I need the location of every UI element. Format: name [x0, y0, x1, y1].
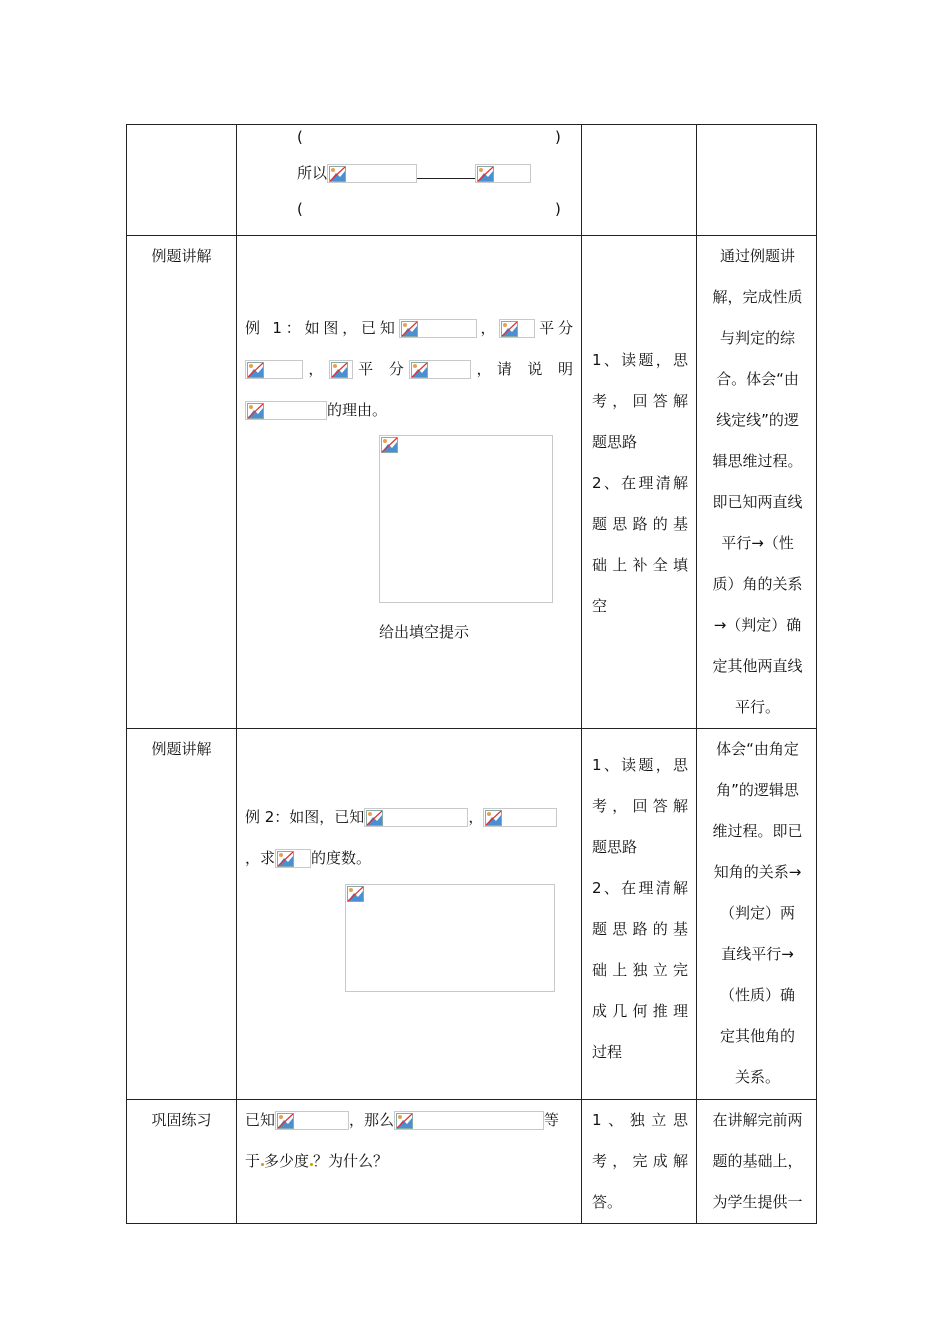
broken-image-icon	[501, 321, 518, 337]
table-row	[127, 125, 817, 236]
broken-image-icon	[401, 321, 418, 337]
broken-image-icon	[366, 810, 383, 826]
text-line: 2、在理清解	[592, 474, 688, 492]
broken-image-icon	[277, 851, 294, 867]
formula-image	[329, 360, 353, 379]
text-line: 即已知两直线	[712, 493, 803, 511]
qiu-text: ，求	[245, 849, 276, 867]
figure-image	[379, 435, 553, 603]
example-1-text	[245, 308, 573, 431]
content-cell	[237, 1100, 582, 1224]
text-line: （判定）两	[719, 904, 795, 922]
design-intent-text	[697, 729, 816, 1098]
section-cell	[127, 236, 237, 729]
text-line: 考，回答解	[592, 392, 688, 410]
formula-image	[475, 164, 531, 183]
duoshaodu-text: 多少度	[264, 1152, 310, 1170]
student-activity-text	[582, 729, 696, 1073]
formula-image	[499, 319, 535, 338]
formula-image	[245, 360, 303, 379]
table-row	[127, 236, 817, 729]
broken-image-icon	[411, 362, 428, 378]
text-line: 题思路	[592, 433, 638, 451]
broken-image-icon	[485, 810, 502, 826]
pingfen-text: 平 分	[352, 360, 410, 378]
text-line: 质）角的关系	[712, 575, 803, 593]
design-intent-text	[697, 1100, 816, 1223]
text-line: 定其他两直线	[712, 657, 803, 675]
example-2-prefix: 例 2：如图，已知	[245, 808, 365, 826]
content-cell	[237, 125, 582, 236]
text-line: 合。体会“由	[716, 370, 799, 388]
yu-text: 于	[245, 1152, 261, 1170]
section-label: 例题讲解	[151, 247, 212, 265]
design-intent-cell	[697, 125, 817, 236]
broken-image-icon	[331, 362, 348, 378]
text-line: 线定线”的逻	[716, 411, 799, 429]
design-intent-cell	[697, 1100, 817, 1224]
text-line: 直线平行→	[721, 945, 794, 963]
comma: ，	[468, 808, 484, 826]
text-line: 考，完成解	[592, 1152, 688, 1170]
text-line: 题思路的基	[592, 920, 688, 938]
formula-image	[399, 319, 477, 338]
text-line: 平行→（性	[721, 534, 794, 552]
comma: ，	[303, 360, 329, 378]
comma: ，	[471, 360, 497, 378]
design-intent-cell	[697, 236, 817, 729]
weishenme-text: ？为什么？	[313, 1152, 389, 1170]
paren-close: )	[555, 128, 561, 146]
formula-image	[245, 401, 327, 420]
text-line: 通过例题讲	[719, 247, 795, 265]
formula-image	[483, 808, 557, 827]
deng-text: 等	[544, 1111, 560, 1129]
dushu-text: 的度数。	[311, 849, 372, 867]
text-line: 1、读题，思	[592, 351, 688, 369]
student-activity-text	[582, 1100, 696, 1223]
text-line: 体会“由角定	[716, 740, 799, 758]
formula-image	[394, 1111, 544, 1130]
text-line: 辑思维过程。	[712, 452, 803, 470]
text-line: 成几何推理	[592, 1002, 688, 1020]
blank-line	[417, 168, 475, 179]
text-line: 维过程。即已	[712, 822, 803, 840]
broken-image-icon	[347, 886, 364, 902]
text-line: 答。	[592, 1193, 623, 1211]
content-cell	[237, 236, 582, 729]
content-cell	[237, 729, 582, 1100]
paren-open: (	[297, 128, 303, 146]
formula-image	[275, 1111, 349, 1130]
figure-image	[345, 884, 555, 992]
text-line: 1、读题，思	[592, 756, 688, 774]
text-line: 础上独立完	[592, 961, 688, 979]
student-activity-cell	[582, 125, 697, 236]
paren-close: )	[555, 200, 561, 218]
text-line: 题思路	[592, 838, 638, 856]
namo-text: ，那么	[349, 1111, 395, 1129]
text-line: →（判定）确	[713, 616, 802, 634]
text-line: 角”的逻辑思	[716, 781, 799, 799]
formula-image	[327, 164, 417, 183]
design-intent-text	[697, 236, 816, 728]
text-line: 关系。	[734, 1068, 780, 1086]
table-row	[127, 1100, 817, 1224]
student-activity-cell	[582, 729, 697, 1100]
table-row	[127, 729, 817, 1100]
design-intent-cell	[697, 729, 817, 1100]
student-activity-cell	[582, 1100, 697, 1224]
liyou-text: 的理由。	[327, 401, 388, 419]
broken-image-icon	[277, 1113, 294, 1129]
comma: ，	[476, 319, 500, 337]
text-line: 与判定的综	[719, 329, 795, 347]
text-line: 为学生提供一	[712, 1193, 803, 1211]
formula-image	[409, 360, 471, 379]
text-line: 过程	[592, 1043, 623, 1061]
text-line: （性质）确	[719, 986, 795, 1004]
text-line: 平行。	[734, 698, 780, 716]
lesson-plan-table	[126, 124, 817, 1224]
formula-image	[364, 808, 468, 827]
example-2-text	[245, 797, 581, 879]
text-line: 知角的关系→	[713, 863, 802, 881]
broken-image-icon	[477, 166, 494, 182]
broken-image-icon	[247, 403, 264, 419]
hint-text: 给出填空提示	[379, 623, 470, 641]
section-cell	[127, 729, 237, 1100]
yizhi-text: 已知	[245, 1111, 276, 1129]
text-line: 2、在理清解	[592, 879, 688, 897]
broken-image-icon	[381, 437, 398, 453]
student-activity-text	[582, 236, 696, 627]
section-cell	[127, 125, 237, 236]
text-line: 题的基础上，	[712, 1152, 803, 1170]
suoyi-text: 所以	[297, 164, 328, 182]
practice-text	[237, 1100, 581, 1182]
student-activity-cell	[582, 236, 697, 729]
text-line: 空	[592, 597, 608, 615]
broken-image-icon	[396, 1113, 413, 1129]
qingshuoming-text: 请 说 明	[496, 360, 573, 378]
example-1-prefix: 例 1：如图，已知	[245, 319, 399, 337]
formula-image	[275, 849, 311, 868]
text-line: 定其他角的	[719, 1027, 795, 1045]
paren-open: (	[297, 200, 303, 218]
section-label: 巩固练习	[151, 1111, 212, 1129]
section-cell	[127, 1100, 237, 1224]
pingfen-text: 平分	[535, 319, 573, 337]
text-line: 题思路的基	[592, 515, 688, 533]
text-line: 础上补全填	[592, 556, 688, 574]
text-line: 解，完成性质	[712, 288, 803, 306]
text-line: 在讲解完前两	[712, 1111, 803, 1129]
broken-image-icon	[247, 362, 264, 378]
section-label: 例题讲解	[151, 740, 212, 758]
broken-image-icon	[329, 166, 346, 182]
text-line: 考，回答解	[592, 797, 688, 815]
text-line: 1、独立思	[592, 1111, 688, 1129]
